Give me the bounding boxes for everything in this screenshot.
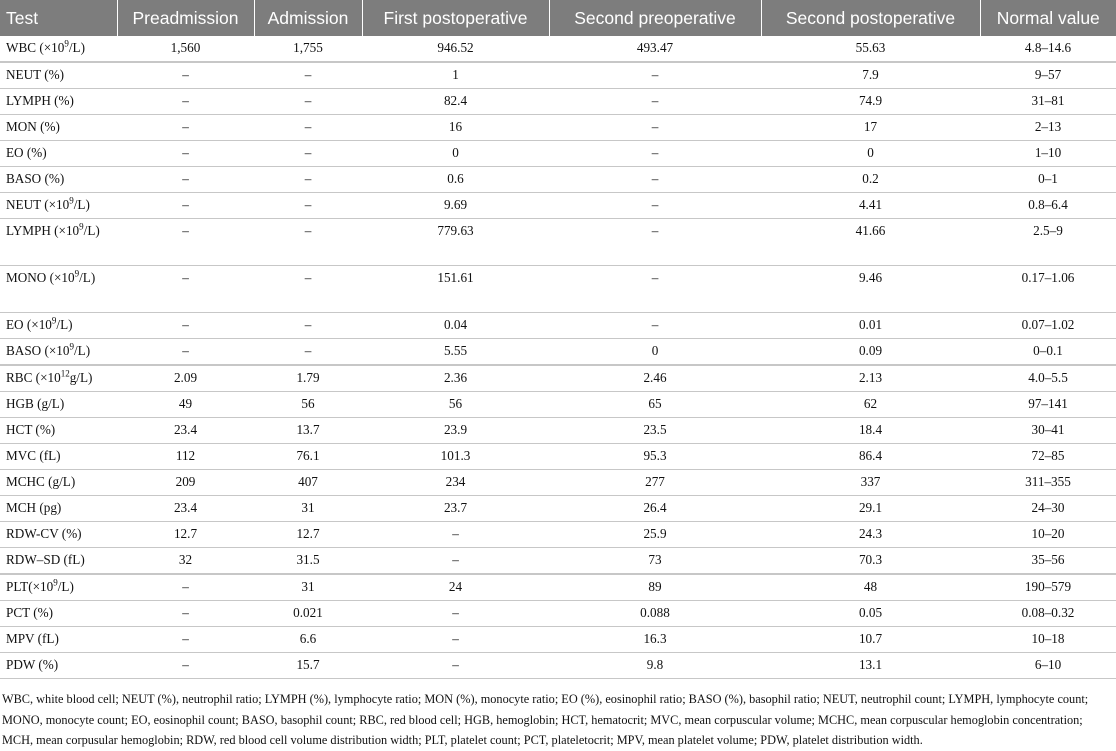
test-name-cell [0,266,117,313]
test-name-cell [0,418,117,444]
value-cell: 0.17–1.06 [980,266,1116,313]
value-cell: 0.2 [761,167,980,193]
value-cell: 23.9 [362,418,549,444]
value-cell: 209 [117,470,254,496]
unit-exponent: 9 [53,577,58,588]
value-cell: 337 [761,470,980,496]
value-cell: 16 [362,115,549,141]
value-cell: 56 [362,392,549,418]
value-cell: – [254,219,362,266]
value-cell: – [117,339,254,366]
value-cell: – [362,548,549,575]
value-cell: – [117,574,254,601]
value-cell: – [254,62,362,89]
value-cell: 9.8 [549,653,761,679]
unit-suffix: /L) [56,317,73,332]
test-name: HCT (%) [6,422,56,437]
value-cell: 1–10 [980,141,1116,167]
test-name: LYMPH (×10 [6,223,80,238]
value-cell: 1,560 [117,36,254,62]
value-cell: 86.4 [761,444,980,470]
value-cell: 151.61 [362,266,549,313]
table-row [0,313,1116,339]
value-cell: 62 [761,392,980,418]
value-cell: – [362,522,549,548]
value-cell: 0 [549,339,761,366]
test-name-cell [0,444,117,470]
table-row [0,601,1116,627]
test-name-cell [0,115,117,141]
unit-exponent: 9 [74,268,80,279]
value-cell: 0.07–1.02 [980,313,1116,339]
value-cell: 112 [117,444,254,470]
value-cell: 2.5–9 [980,219,1116,266]
table-row [0,115,1116,141]
test-name-cell [0,62,117,89]
value-cell: 23.4 [117,418,254,444]
test-name: LYMPH (%) [6,93,74,108]
test-name: HGB (g/L) [6,396,65,411]
value-cell: 13.7 [254,418,362,444]
value-cell: 18.4 [761,418,980,444]
value-cell: 24–30 [980,496,1116,522]
test-name-cell [0,219,117,266]
test-name: NEUT (%) [6,67,64,82]
test-name: PLT(×10 [6,579,54,594]
value-cell: 97–141 [980,392,1116,418]
value-cell: 0.6 [362,167,549,193]
value-cell: – [549,89,761,115]
value-cell: 2.46 [549,365,761,392]
value-cell: 101.3 [362,444,549,470]
table-row [0,339,1116,366]
table-row [0,496,1116,522]
value-cell: 0.8–6.4 [980,193,1116,219]
value-cell: – [362,601,549,627]
value-cell: 12.7 [117,522,254,548]
value-cell: – [117,193,254,219]
table-row [0,219,1116,266]
value-cell: 31.5 [254,548,362,575]
test-name: EO (%) [6,145,47,160]
header-preadmission: Preadmission [117,0,254,36]
table-row [0,627,1116,653]
test-name: RBC (×10 [6,370,61,385]
value-cell: 12.7 [254,522,362,548]
table-row [0,444,1116,470]
test-name: PDW (%) [6,657,59,672]
value-cell: – [117,266,254,313]
unit-exponent: 9 [69,195,74,206]
unit-suffix: /L) [57,579,74,594]
value-cell: 49 [117,392,254,418]
unit-suffix: /L) [74,343,91,358]
test-name-cell [0,167,117,193]
value-cell: 70.3 [761,548,980,575]
value-cell: 4.0–5.5 [980,365,1116,392]
value-cell: 10–20 [980,522,1116,548]
test-name: NEUT (×10 [6,197,70,212]
value-cell: 0.05 [761,601,980,627]
value-cell: 35–56 [980,548,1116,575]
value-cell: 76.1 [254,444,362,470]
value-cell: – [549,266,761,313]
header-second-postoperative: Second postoperative [761,0,980,36]
unit-suffix: /L) [79,270,96,285]
value-cell: 25.9 [549,522,761,548]
value-cell: – [254,266,362,313]
test-name-cell [0,313,117,339]
value-cell: 24.3 [761,522,980,548]
value-cell: – [549,313,761,339]
value-cell: 407 [254,470,362,496]
header-normal-value: Normal value [980,0,1116,36]
value-cell: 5.55 [362,339,549,366]
unit-suffix: g/L) [69,370,93,385]
value-cell: – [549,62,761,89]
test-name-cell [0,339,117,366]
table-body [0,36,1116,679]
value-cell: 779.63 [362,219,549,266]
table-row [0,193,1116,219]
value-cell: 55.63 [761,36,980,62]
header-first-postoperative: First postoperative [362,0,549,36]
value-cell: 32 [117,548,254,575]
value-cell: – [117,219,254,266]
value-cell: 10.7 [761,627,980,653]
unit-suffix: /L) [73,197,90,212]
value-cell: 13.1 [761,653,980,679]
value-cell: – [362,627,549,653]
value-cell: – [549,115,761,141]
value-cell: – [254,141,362,167]
value-cell: 0.08–0.32 [980,601,1116,627]
unit-exponent: 9 [64,38,69,49]
value-cell: 31–81 [980,89,1116,115]
value-cell: 1,755 [254,36,362,62]
test-name: EO (×10 [6,317,52,332]
value-cell: 2.36 [362,365,549,392]
table-row [0,522,1116,548]
value-cell: 1.79 [254,365,362,392]
value-cell: 9.46 [761,266,980,313]
test-name: RDW–SD (fL) [6,552,85,567]
table-row [0,266,1116,313]
value-cell: 0.01 [761,313,980,339]
value-cell: 31 [254,496,362,522]
value-cell: 277 [549,470,761,496]
unit-exponent: 12 [60,368,70,379]
value-cell: – [254,339,362,366]
test-name-cell [0,392,117,418]
table-row [0,418,1116,444]
value-cell: – [254,89,362,115]
value-cell: 493.47 [549,36,761,62]
table-row [0,392,1116,418]
table-footnote: WBC, white blood cell; NEUT (%), neutrophil ratio; LYMPH (%), lymphocyte ratio; MON (%), monocyte ratio; EO (%), eosinophil ratio; BASO (%), basophil ratio; NEUT, neutrophil count; LYMPH, lymphocyte count; MONO, monocyte count; EO, eosinophil count; BASO, basophil count; RBC, red blood cell; HGB, hemoglobin; HCT, hematocrit; MVC, mean corpuscular volume; MCHC, mean corpuscular hemoglobin concentration; MCH, mean corpusular hemoglobin; RDW, red blood cell volume distribution width; PLT, platelet count; PCT, plateletocrit; MPV, mean platelet volume; PDW, platelet distribution width. [2,692,1089,747]
value-cell: – [549,141,761,167]
header-second-preoperative: Second preoperative [549,0,761,36]
test-name: MONO (×10 [6,270,75,285]
value-cell: 0.088 [549,601,761,627]
test-name-cell [0,601,117,627]
test-name: PCT (%) [6,605,54,620]
test-name-cell [0,89,117,115]
unit-exponent: 9 [69,341,74,352]
value-cell: 26.4 [549,496,761,522]
test-name-cell [0,574,117,601]
value-cell: – [254,115,362,141]
test-name: RDW-CV (%) [6,526,82,541]
value-cell: 73 [549,548,761,575]
value-cell: – [117,89,254,115]
value-cell: – [549,193,761,219]
test-name: MCHC (g/L) [6,474,76,489]
value-cell: 4.8–14.6 [980,36,1116,62]
test-name: WBC (×10 [6,40,65,55]
test-name: BASO (×10 [6,343,70,358]
value-cell: 0–1 [980,167,1116,193]
value-cell: 74.9 [761,89,980,115]
test-name-cell [0,522,117,548]
value-cell: 41.66 [761,219,980,266]
test-name-cell [0,653,117,679]
value-cell: 190–579 [980,574,1116,601]
value-cell: 0.021 [254,601,362,627]
table-row [0,167,1116,193]
value-cell: 0.04 [362,313,549,339]
value-cell: – [117,167,254,193]
value-cell: 23.5 [549,418,761,444]
value-cell: 2–13 [980,115,1116,141]
value-cell: 0 [362,141,549,167]
test-name-cell [0,627,117,653]
value-cell: 946.52 [362,36,549,62]
value-cell: 29.1 [761,496,980,522]
value-cell: 234 [362,470,549,496]
value-cell: 2.09 [117,365,254,392]
value-cell: 24 [362,574,549,601]
value-cell: – [254,193,362,219]
value-cell: 6–10 [980,653,1116,679]
table-row [0,470,1116,496]
test-name-cell [0,193,117,219]
value-cell: 6.6 [254,627,362,653]
value-cell: 9–57 [980,62,1116,89]
value-cell: 30–41 [980,418,1116,444]
value-cell: 48 [761,574,980,601]
value-cell: 15.7 [254,653,362,679]
unit-suffix: /L) [68,40,85,55]
table-row [0,141,1116,167]
value-cell: – [549,167,761,193]
value-cell: – [117,601,254,627]
test-name: BASO (%) [6,171,65,186]
value-cell: 17 [761,115,980,141]
test-name-cell [0,548,117,575]
value-cell: 7.9 [761,62,980,89]
value-cell: 2.13 [761,365,980,392]
test-name: MON (%) [6,119,60,134]
unit-exponent: 9 [51,315,57,326]
header-row [0,0,1116,36]
test-name-cell [0,496,117,522]
value-cell: – [254,167,362,193]
value-cell: 65 [549,392,761,418]
value-cell: – [254,313,362,339]
table-row [0,365,1116,392]
value-cell: 1 [362,62,549,89]
test-name-cell [0,365,117,392]
table-row [0,548,1116,575]
table-row [0,62,1116,89]
header-test: Test [0,0,117,36]
value-cell: 311–355 [980,470,1116,496]
value-cell: – [117,653,254,679]
unit-suffix: /L) [83,223,100,238]
test-name: MPV (fL) [6,631,59,646]
value-cell: 4.41 [761,193,980,219]
table-row [0,89,1116,115]
value-cell: 0 [761,141,980,167]
unit-exponent: 9 [79,221,84,232]
value-cell: – [362,653,549,679]
value-cell: 89 [549,574,761,601]
value-cell: 23.4 [117,496,254,522]
value-cell: 56 [254,392,362,418]
value-cell: 16.3 [549,627,761,653]
table-row [0,653,1116,679]
value-cell: 31 [254,574,362,601]
value-cell: – [117,115,254,141]
table-row [0,574,1116,601]
value-cell: – [117,627,254,653]
test-name: MVC (fL) [6,448,61,463]
table-row [0,36,1116,62]
value-cell: – [117,62,254,89]
test-name-cell [0,141,117,167]
header-admission: Admission [254,0,362,36]
value-cell: 82.4 [362,89,549,115]
value-cell: 0.09 [761,339,980,366]
value-cell: 9.69 [362,193,549,219]
test-name-cell [0,36,117,62]
value-cell: 95.3 [549,444,761,470]
value-cell: – [549,219,761,266]
value-cell: 0–0.1 [980,339,1116,366]
test-name: MCH (pg) [6,500,62,515]
value-cell: – [117,141,254,167]
value-cell: 10–18 [980,627,1116,653]
value-cell: – [117,313,254,339]
value-cell: 72–85 [980,444,1116,470]
test-name-cell [0,470,117,496]
value-cell: 23.7 [362,496,549,522]
